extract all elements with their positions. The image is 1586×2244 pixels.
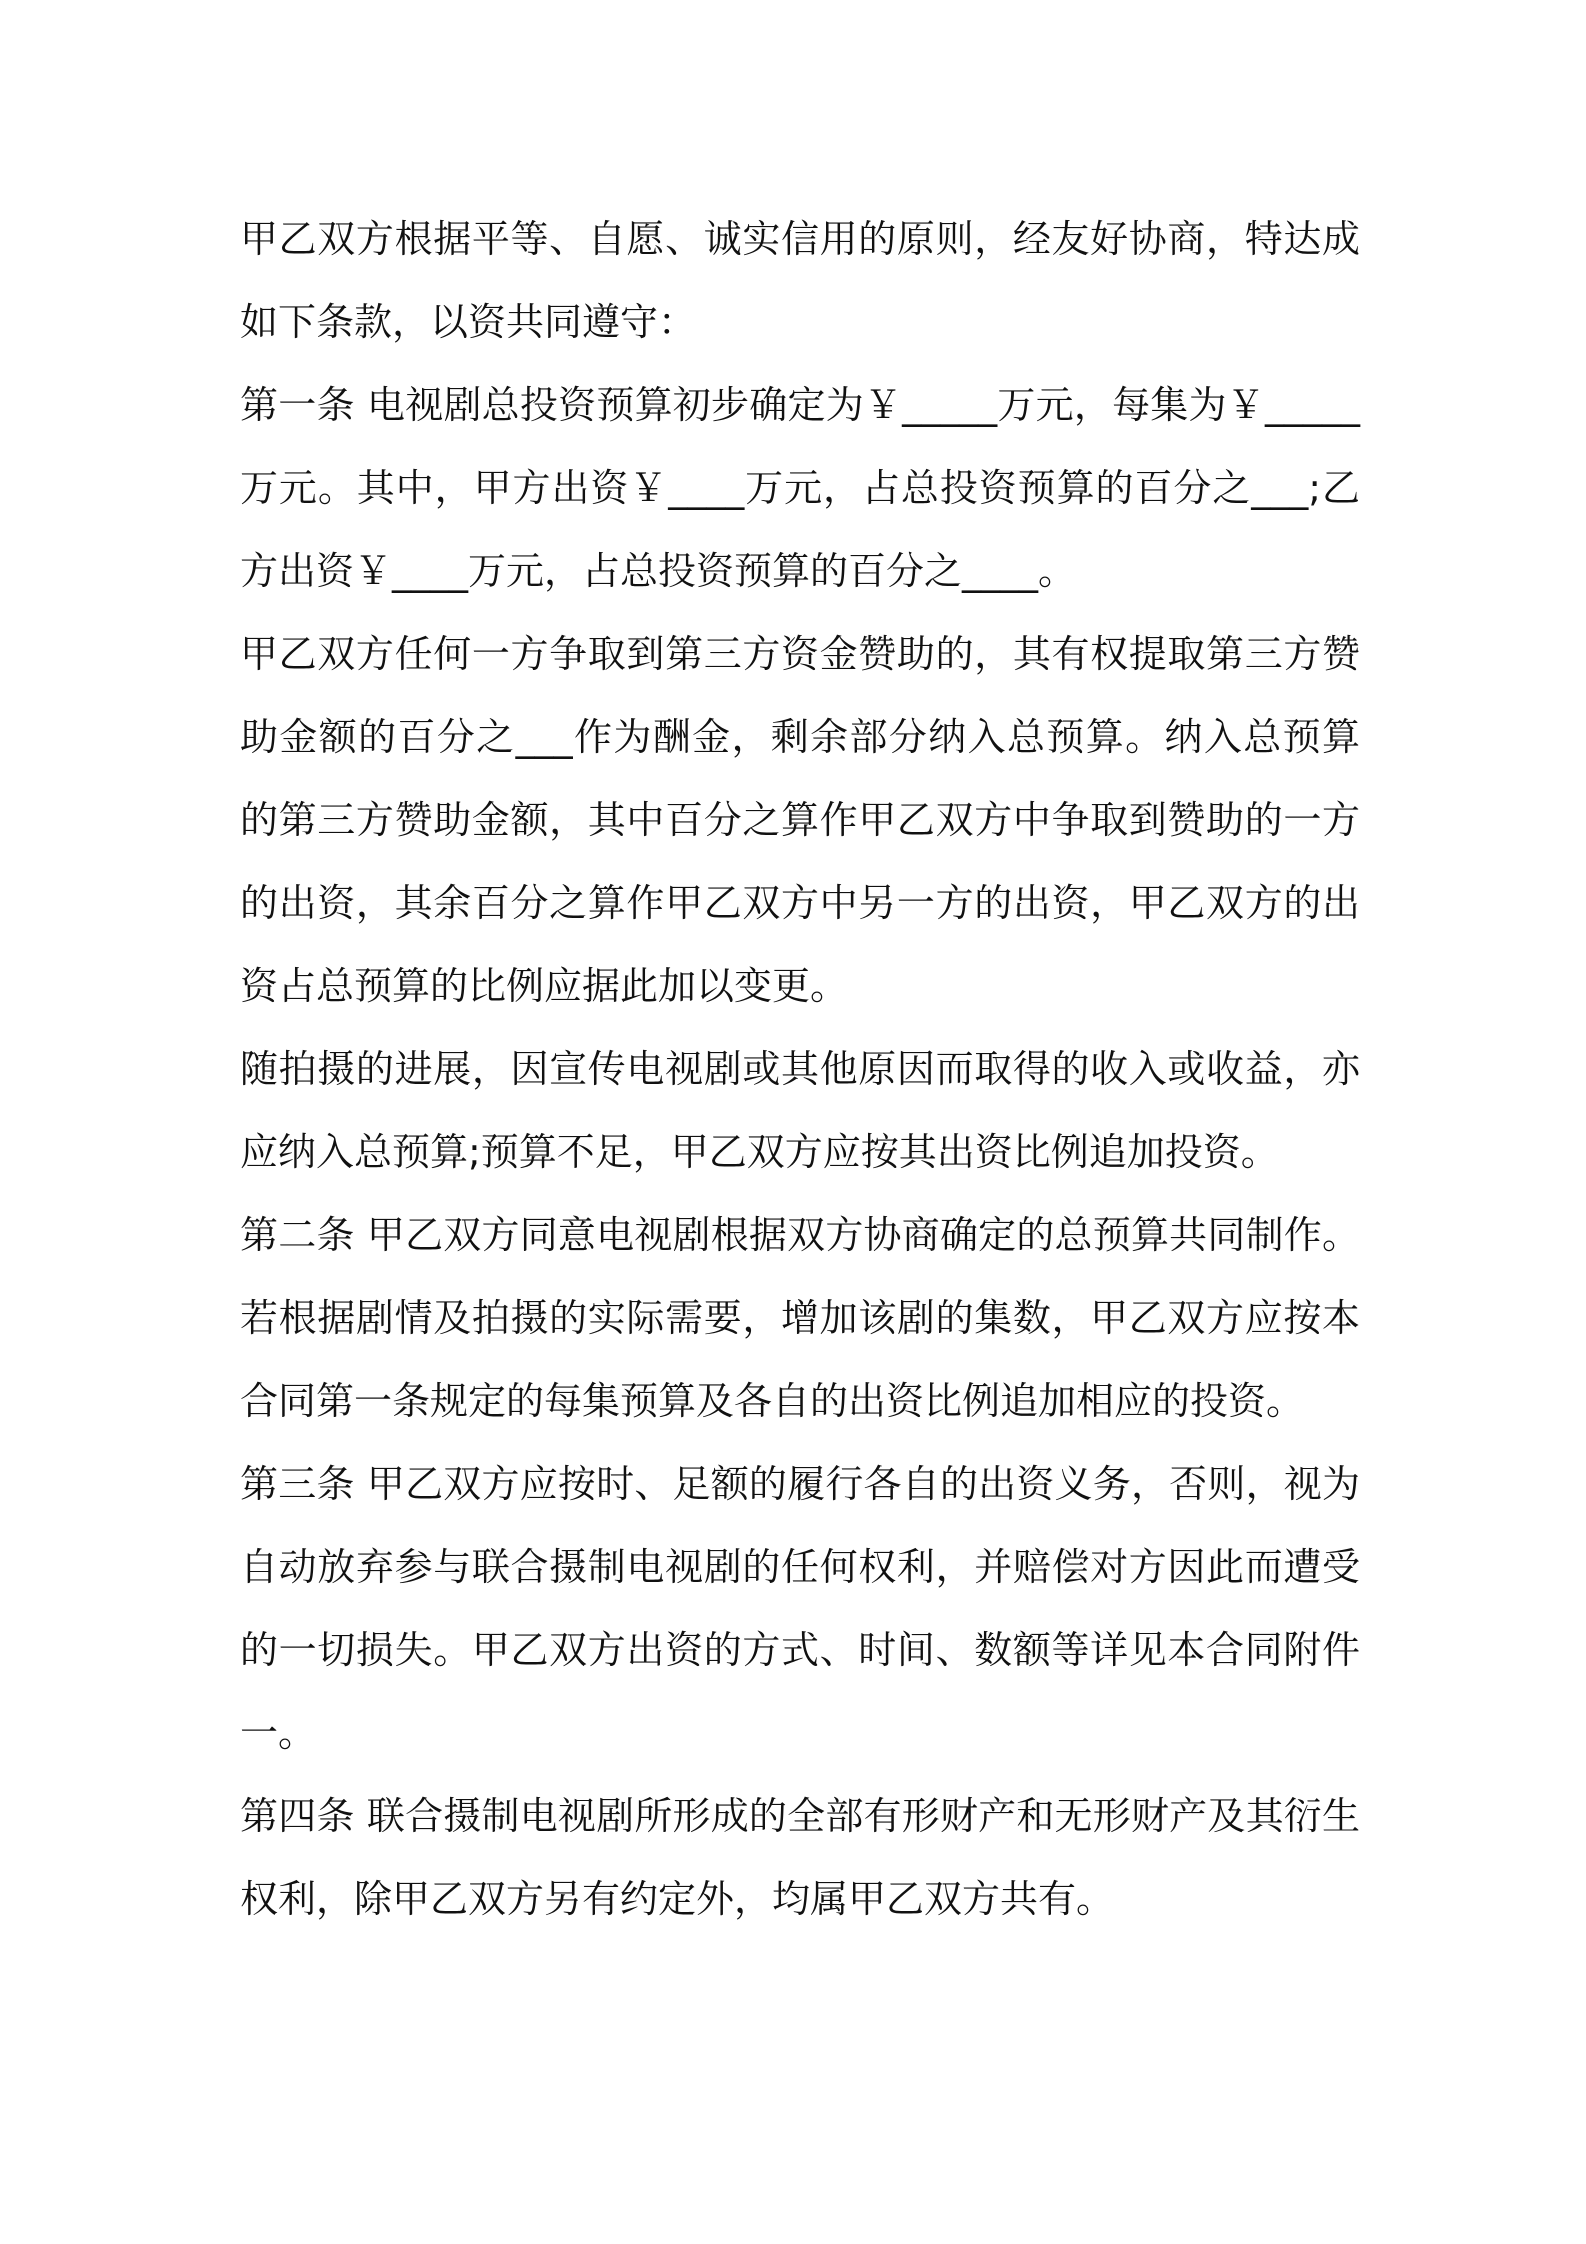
paragraph-article-3: 第三条 甲乙双方应按时、足额的履行各自的出资义务，否则，视为自动放弃参与联合摄制电视剧的任何权利，并赔偿对方因此而遭受的一切损失。甲乙双方出资的方式、时间、数额等详见本合同附件一。 <box>240 1462 1360 1755</box>
paragraph-preamble: 甲乙双方根据平等、自愿、诚实信用的原则，经友好协商，特达成如下条款，以资共同遵守： <box>240 217 1360 344</box>
paragraph-article-2: 第二条 甲乙双方同意电视剧根据双方协商确定的总预算共同制作。若根据剧情及拍摄的实际需要，增加该剧的集数，甲乙双方应按本合同第一条规定的每集预算及各自的出资比例追加相应的投资。 <box>240 1213 1360 1423</box>
paragraph-article-4: 第四条 联合摄制电视剧所形成的全部有形财产和无形财产及其衍生权利，除甲乙双方另有约定外，均属甲乙双方共有。 <box>240 1794 1360 1921</box>
paragraph-article-1: 第一条 电视剧总投资预算初步确定为￥_____万元，每集为￥_____万元。其中，甲方出资￥____万元，占总投资预算的百分之___;乙方出资￥____万元，占总投资预算的百分之____。 <box>240 383 1360 593</box>
document-body <box>240 198 1360 1941</box>
paragraph-sponsorship: 甲乙双方任何一方争取到第三方资金赞助的，其有权提取第三方赞助金额的百分之___作为酬金，剩余部分纳入总预算。纳入总预算的第三方赞助金额，其中百分之算作甲乙双方中争取到赞助的一方的出资，其余百分之算作甲乙双方中另一方的出资，甲乙双方的出资占总预算的比例应据此加以变更。 <box>240 632 1360 1008</box>
paragraph-additional-income: 随拍摄的进展，因宣传电视剧或其他原因而取得的收入或收益，亦应纳入总预算;预算不足，甲乙双方应按其出资比例追加投资。 <box>240 1047 1360 1174</box>
